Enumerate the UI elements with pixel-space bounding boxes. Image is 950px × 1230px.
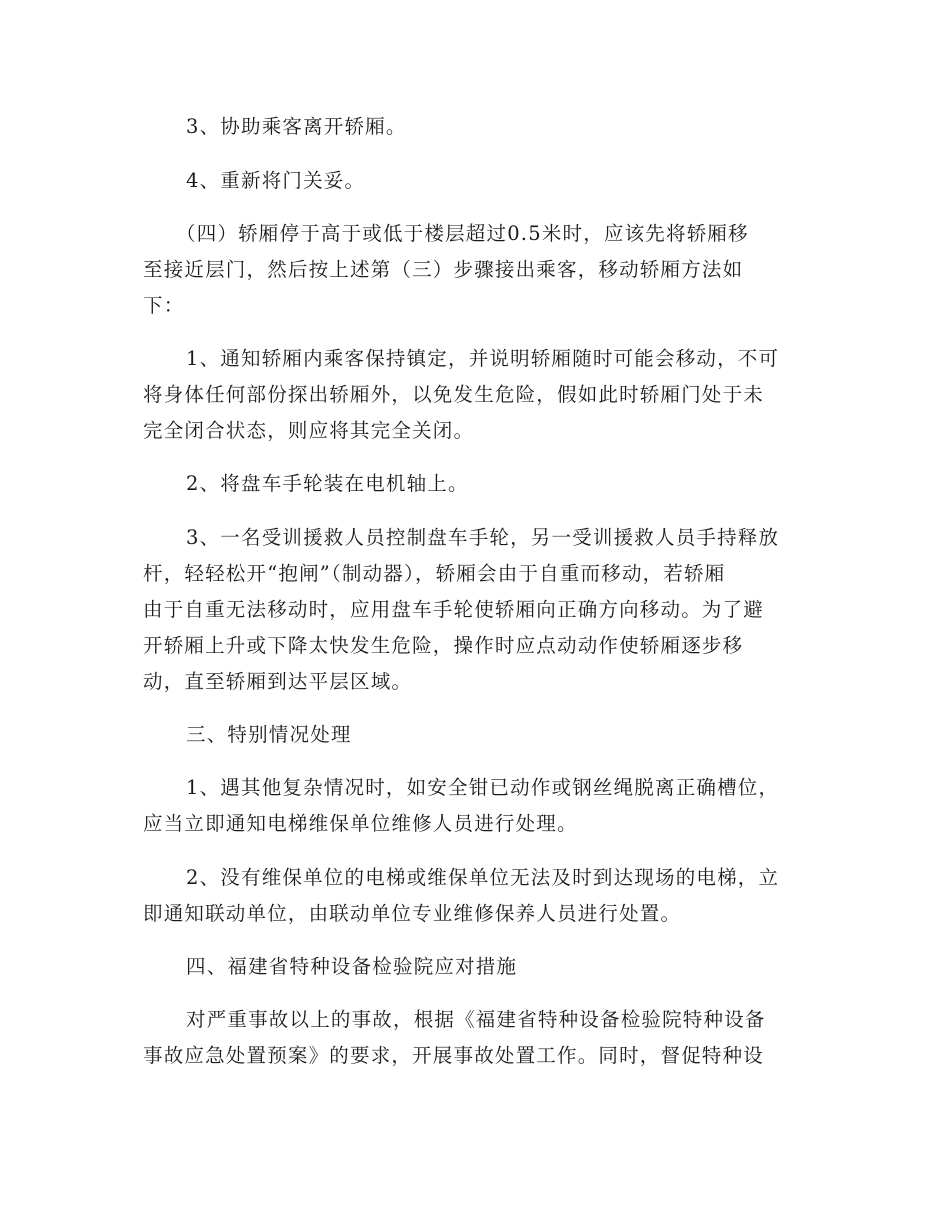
paragraph-line: 至接近层门，然后按上述第（三）步骤接出乘客，移动轿厢方法如 — [143, 258, 744, 281]
paragraph-line: 即通知联动单位，由联动单位专业维修保养人员进行处置。 — [143, 902, 682, 925]
paragraph-line: 杆，轻轻松开“抱闸”（制动器），轿厢会由于自重而移动，若轿厢 — [143, 562, 726, 585]
paragraph-line: 将身体任何部份探出轿厢外，以免发生危险，假如此时轿厢门处于未 — [143, 383, 765, 406]
paragraph-line: 3、协助乘客离开轿厢。 — [186, 115, 407, 138]
paragraph-line: 2、没有维保单位的电梯或维保单位无法及时到达现场的电梯，立 — [186, 866, 780, 889]
paragraph-line: 应当立即通知电梯维保单位维修人员进行处理。 — [143, 812, 578, 835]
paragraph-line: 开轿厢上升或下降太快发生危险，操作时应点动动作使轿厢逐步移 — [143, 634, 744, 657]
paragraph-line: （四）轿厢停于高于或低于楼层超过0.5米时，应该先将轿厢移 — [176, 222, 749, 245]
paragraph-line: 4、重新将门关妥。 — [186, 169, 366, 192]
paragraph-line: 完全闭合状态，则应将其完全关闭。 — [143, 419, 475, 442]
paragraph-line: 由于自重无法移动时，应用盘车手轮使轿厢向正确方向移动。为了避 — [143, 598, 765, 621]
paragraph-line: 2、将盘车手轮装在电机轴上。 — [186, 472, 469, 495]
paragraph-line: 3、一名受训援救人员控制盘车手轮，另一受训援救人员手持释放 — [186, 526, 780, 549]
section-heading: 四、福建省特种设备检验院应对措施 — [186, 955, 518, 978]
paragraph-line: 对严重事故以上的事故，根据《福建省特种设备检验院特种设备 — [186, 1008, 766, 1031]
paragraph-line: 1、遇其他复杂情况时，如安全钳已动作或钢丝绳脱离正确槽位， — [186, 776, 780, 799]
paragraph-line: 下： — [143, 294, 185, 317]
paragraph-line: 事故应急处置预案》的要求，开展事故处置工作。同时，督促特种设 — [143, 1044, 765, 1067]
paragraph-line: 1、通知轿厢内乘客保持镇定，并说明轿厢随时可能会移动，不可 — [186, 347, 780, 370]
section-heading: 三、特别情况处理 — [186, 723, 352, 746]
paragraph-line: 动，直至轿厢到达平层区域。 — [143, 670, 413, 693]
